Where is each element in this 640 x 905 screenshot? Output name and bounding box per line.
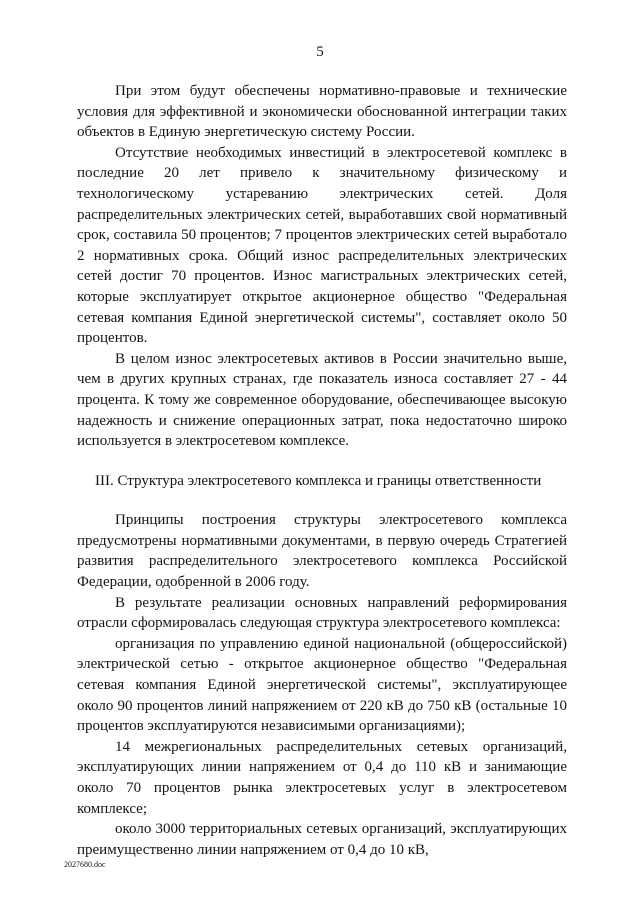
list-item-territorial: около 3000 территориальных сетевых организаций, эксплуатирующих преимущественно линии напряжением от 0,4 до 10 кВ, (77, 821, 567, 858)
paragraph-wear-comparison: В целом износ электросетевых активов в России значительно выше, чем в других крупных странах, где показатель износа составляет 27 - 44 процента. К тому же современное оборудование, обеспечивающее высокую надежность и снижение операционных затрат, пока недостаточно широко используется в электросетевом комплексе. (77, 350, 567, 450)
section-heading: III. Структура электросетевого комплекса и границы ответственности (95, 472, 542, 489)
page-number: 5 (316, 44, 324, 60)
document-body (77, 81, 567, 860)
paragraph-integration: При этом будут обеспечены нормативно-правовые и технические условия для эффективной и экономически обоснованной интеграции таких объектов в Единую энергетическую систему России. (77, 83, 567, 141)
paragraph-investment-wear: Отсутствие необходимых инвестиций в электросетевой комплекс в последние 20 лет привело к значительному физическому и технологическому устареванию электрических сетей. Доля распределительных электрических сетей, выработавших свой нормативный срок, составила 50 процентов; 7 процентов электрических сетей выработало 2 нормативных срока. Общий износ распределительных электрических сетей достиг 70 процентов. Износ магистральных электрических сетей, которые эксплуатирует открытое акционерное общество "Федеральная сетевая компания Единой энергетической системы", составляет около 50 процентов. (77, 144, 567, 347)
list-item-federal-grid: организация по управлению единой национальной (общероссийской) электрической сетью - открытое акционерное общество "Федеральная сетевая компания Единой энергетической системы", эксплуатирующее около 90 процентов линий напряжением от 220 кВ до 750 кВ (остальные 10 процентов эксплуатируются независимыми организациями); (77, 635, 567, 735)
paragraph-principles: Принципы построения структуры электросетевого комплекса предусмотрены нормативными документами, в первую очередь Стратегией развития распределительного электросетевого комплекса Российской Федерации, одобренной в 2006 году. (77, 512, 567, 591)
document-code: 2027680.doc (64, 860, 106, 869)
paragraph-reform-result: В результате реализации основных направлений реформирования отрасли сформировалась следующая структура электросетевого комплекса: (77, 594, 567, 632)
list-item-interregional: 14 межрегиональных распределительных сетевых организаций, эксплуатирующих линии напряжением от 0,4 до 110 кВ и занимающие около 70 процентов рынка электросетевых услуг в электросетевом комплексе; (77, 738, 567, 817)
